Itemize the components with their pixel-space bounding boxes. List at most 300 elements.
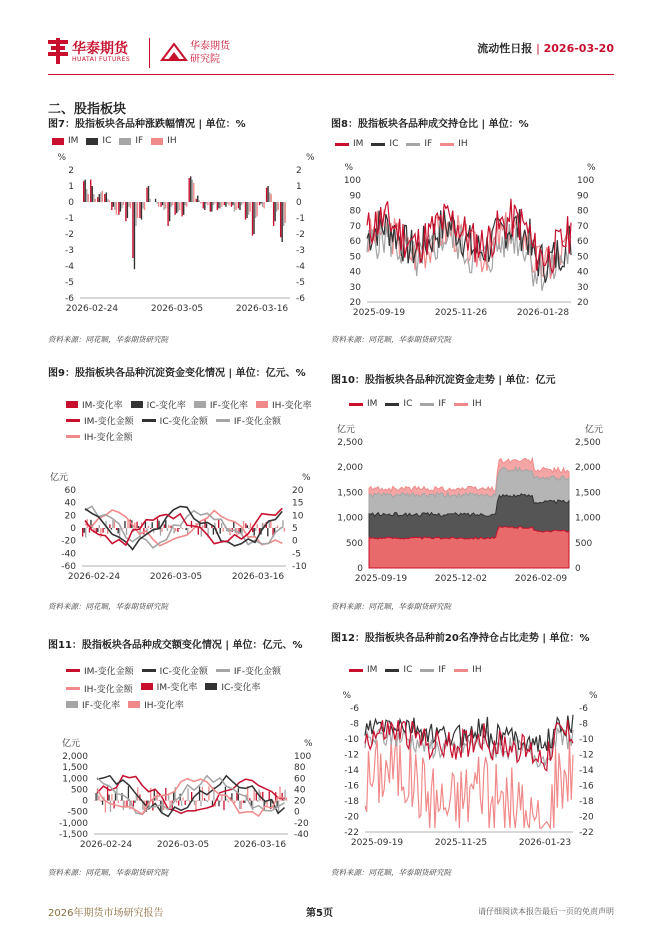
bar-IC [118,528,119,533]
bar-IC [113,202,114,207]
bar-IF [86,189,87,202]
institute-name: 华泰期货 研究院 [190,41,230,65]
y-tick-label: 500 [70,785,88,796]
y-tick-label: -1,500 [58,830,88,840]
fig9-title: 图9：股指板块各品种沉淀资金变化情况 | 单位：亿元、% [48,368,306,379]
bar-IH [161,528,162,532]
y-tick-label: 1,500 [62,763,88,774]
x-tick-label: 2026-03-16 [233,840,287,850]
bar-IC [92,186,93,202]
bar-IM [83,181,84,202]
bar-IM [252,202,253,236]
bar-IF [187,788,188,800]
bar-IC [85,180,86,202]
legend-item: IF-变化金额 [216,412,281,428]
y-tick-label-right: 500 [575,538,593,549]
y-tick-label-right: 30 [577,282,589,293]
y-tick-label-right: -16 [579,781,594,792]
footer-report-name: 2026年期货市场研究报告 [48,908,164,919]
bar-IF [262,202,263,207]
y-tick-label: -16 [344,781,359,792]
bar-IC [220,528,221,534]
y-tick-label: -20 [344,812,359,823]
y-tick-label: -1,000 [58,818,88,829]
bar-IM [178,801,179,806]
fig11-source: 资料来源：同花顺，华泰期货研究院 [48,868,168,877]
y-tick-label: 60 [64,486,76,496]
bar-IM [125,202,126,221]
y-tick-label: -500 [67,807,88,818]
bar-IF [284,790,285,801]
x-tick-label: 2026-02-24 [67,572,121,582]
bar-IC [99,194,100,202]
bar-IF [173,528,174,534]
y-tick-label: -6 [350,704,359,714]
bar-IF [207,801,208,802]
bar-IH [234,801,235,804]
header-rule [48,74,614,75]
y-tick-label-right: -6 [579,704,588,714]
bar-IM [210,202,211,212]
bar-IM [157,519,158,528]
bar-IC [281,202,282,242]
bar-IF [255,528,256,531]
bar-IM [198,528,199,535]
bar-IH [150,788,151,801]
y-tick-label-right: 100 [577,176,595,186]
y-tick-label-right: -6 [296,294,305,304]
bar-IM [181,202,182,216]
bar-IF [206,202,207,204]
y-tick-label-right: 1,500 [575,488,601,499]
bar-IM [100,801,101,802]
bar-IM [191,521,192,528]
y-tick-label-right: 20 [292,486,304,496]
y-tick-label: -4 [65,262,74,272]
legend-item: IM [52,133,78,149]
bar-IC [176,202,177,213]
fig9-chart [48,462,320,586]
bar-IC [274,202,275,221]
y-tick-label: -40 [61,549,76,560]
bar-IH [88,194,89,202]
bar-IH [202,525,203,528]
x-tick-label: 2026-03-05 [150,304,204,314]
bar-IF [248,202,249,215]
bar-IM [217,202,218,210]
x-tick-label: 2025-11-26 [434,308,488,318]
bar-IM [139,202,140,218]
bar-IH [235,202,236,210]
bar-IF [192,180,193,202]
legend-item: IM-变化率 [141,678,198,694]
bar-IH [228,801,229,803]
bar-IM [245,202,246,220]
bar-IH [254,790,255,801]
fig10-title: 图10：股指板块各品种沉淀资金走势 | 单位：亿元 [331,375,556,386]
bar-IF [167,528,168,531]
bar-IH [270,521,271,528]
bar-IC [124,521,125,528]
bar-IM [280,202,281,237]
y-tick-label: -10 [344,735,359,745]
y-tick-label: 30 [349,282,361,293]
bar-IF [149,199,150,202]
y-tick-label-right: -14 [579,766,594,776]
x-tick-label: 2026-02-24 [79,840,133,850]
bar-IM [177,528,178,532]
y-tick-label: 0 [68,198,74,208]
bar-IF [213,202,214,205]
y-tick-label: -5 [65,278,74,288]
bar-IH [207,202,208,205]
legend-item: IF-变化率 [66,696,120,712]
legend-item: IM-变化率 [66,396,123,412]
bar-IH [123,202,124,205]
bar-IH [98,796,99,801]
bar-IF [110,801,111,813]
bar-IC [158,521,159,528]
bar-IC [179,528,180,529]
header-divider [149,38,150,68]
x-tick-label: 2025-09-19 [354,574,408,584]
fig11-legend [66,662,326,712]
bar-IF [163,202,164,210]
bar-IM [203,202,204,208]
bar-IH [270,194,271,202]
bar-IM [196,199,197,202]
y-tick-label-right: 0 [296,198,302,208]
legend-item: IH [454,396,481,412]
y-tick-label-right: -3 [296,246,305,256]
legend-item: IF [420,662,446,678]
legend-item: IM [335,136,363,152]
legend-item: IC-变化金额 [142,662,208,678]
fig8-source: 资料来源：同花顺，华泰期货研究院 [331,335,451,344]
bar-IF [170,202,171,207]
fig7-source: 资料来源：同花顺，华泰期货研究院 [48,335,168,344]
bar-IC [253,202,254,234]
y-tick-label-right: -40 [294,830,309,840]
legend-item: IH [151,133,176,149]
bar-IC [192,801,193,802]
bar-IH [144,202,145,210]
bar-IH [102,191,103,202]
bar-IC [111,528,112,530]
bar-IF [283,202,284,226]
bar-IM [249,798,250,800]
bar-IF [178,202,179,212]
bar-IH [243,521,244,528]
bar-IM [109,524,110,528]
bar-IF [107,199,108,202]
bar-IH [111,794,112,800]
bar-IM [102,528,103,533]
bar-IM [282,793,283,801]
bar-IC [232,202,233,205]
y-tick-label: 1 [68,182,74,192]
y-tick-label: -2 [65,230,74,240]
y-tick-label-right: -2 [296,230,305,240]
x-tick-label: 2026-03-16 [231,572,285,582]
bar-IH [182,797,183,800]
y-tick-label: 70 [349,221,361,232]
bar-IH [228,202,229,205]
y-tick-label-right: 50 [577,252,589,263]
bar-IC [246,202,247,218]
bar-IF [275,527,276,528]
bar-IC [108,795,109,801]
bar-IF [185,202,186,205]
legend-item: IM-变化金额 [66,412,134,428]
y-tick-label-right: 60 [294,774,306,785]
bar-IH [114,521,115,528]
y-tick-label-right: 2 [296,166,302,176]
bar-IM [266,188,267,202]
legend-item: IC-变化率 [205,678,260,694]
bar-IC [134,202,135,269]
bar-IM [243,801,244,803]
y-tick-label: 0 [70,524,76,534]
bar-IC [267,528,268,536]
y-tick-label-right: 2,000 [575,463,601,474]
bar-IM [116,528,117,530]
bar-IF [162,801,163,813]
legend-item: IH-变化金额 [66,428,133,444]
bar-IC [212,801,213,806]
y-tick-label-right: -5 [296,278,305,288]
y-tick-label-right: -10 [579,735,594,745]
bar-IF [93,194,94,202]
bar-IM [132,202,133,258]
y-tick-label: -3 [65,246,74,256]
y-tick-label: -18 [344,797,359,807]
y-tick-label-right: 70 [577,221,589,232]
legend-item: IC-变化金额 [142,412,208,428]
y-axis-unit-right: % [589,691,598,701]
y-tick-label: 1,000 [62,774,88,785]
x-tick-label: 2025-12-02 [434,574,488,584]
y-tick-label-right: 80 [577,206,589,217]
y-tick-label-right: -5 [292,549,301,560]
bar-IC [120,202,121,212]
y-axis-unit: 亿元 [49,473,68,483]
y-tick-label-right: -20 [579,812,594,823]
bar-IF [220,801,221,802]
y-tick-label-right: 2,500 [575,438,601,448]
bar-IH [165,202,166,208]
bar-IM [256,793,257,801]
y-tick-label: 2,000 [62,752,88,762]
legend-item: IC-变化率 [131,396,186,412]
y-axis-unit-right: % [587,163,596,173]
bar-IC [102,801,103,805]
bar-IM [104,194,105,202]
bar-IH [250,523,251,528]
bar-IH [286,797,287,800]
y-tick-label: 2,500 [337,438,363,448]
bar-IH [186,202,187,207]
bar-IH [100,528,101,537]
y-tick-label: -6 [65,294,74,304]
y-tick-label: 2,000 [337,463,363,474]
bar-IF [269,192,270,202]
y-tick-label: -60 [61,562,76,572]
y-axis-unit-right: % [304,739,313,749]
fig10-chart [331,414,613,586]
x-tick-label: 2025-09-19 [350,838,404,848]
fig11-title: 图11：股指板块各品种成交额变化情况 | 单位：亿元、% [48,640,303,651]
bar-IC [225,787,226,801]
bar-IM [174,202,175,215]
bar-IC [225,202,226,207]
bar-IC [204,202,205,210]
fig10-legend [349,396,490,412]
bar-IH [176,801,177,803]
y-tick-label: 20 [64,511,76,522]
bar-IF [200,801,201,806]
bar-IF [226,799,227,801]
bar-IF [194,801,195,805]
x-tick-label: 2026-01-28 [516,308,570,318]
bar-IC [247,525,248,528]
y-tick-label: 1,500 [337,488,363,499]
bar-IH [277,526,278,528]
bar-IC [127,202,128,218]
page-number: 第5页 [306,908,333,919]
bar-IM [185,801,186,805]
y-tick-label: -14 [344,766,359,776]
bar-IM [273,202,274,226]
bar-IC [244,801,245,803]
bar-IM [118,202,119,215]
bar-IC [254,528,255,536]
legend-item: IF [420,396,446,412]
bar-IF [241,202,242,205]
bar-IH [137,787,138,800]
bar-IM [164,524,165,528]
bar-IF [142,202,143,208]
bar-IC [152,522,153,528]
bar-IC [155,199,156,202]
bar-IH [168,525,169,528]
bar-IH [278,202,279,210]
bar-IC [206,524,207,528]
y-axis-unit: 亿元 [61,739,80,749]
bar-IH [249,202,250,212]
bar-IM [224,202,225,205]
fig8-chart [331,150,613,322]
bar-IC [218,202,219,208]
bar-IF [276,202,277,212]
y-tick-label: -22 [344,828,359,838]
legend-item: IM [349,662,377,678]
legend-item: IF-变化金额 [216,662,281,678]
bar-IF [112,520,113,528]
bar-IF [248,528,249,529]
y-tick-label-right: 20 [294,796,306,807]
bar-IH [221,202,222,207]
bar-IF [128,202,129,207]
bar-IM [204,798,205,800]
y-tick-label: -20 [61,536,76,547]
bar-IC [257,801,258,802]
bar-IM [82,528,83,537]
bar-IC [97,528,98,532]
y-tick-label: 0 [357,564,363,574]
bar-IF [221,523,222,528]
legend-item: IC [86,133,111,149]
bar-IC [197,196,198,202]
legend-item: IF-变化率 [194,396,248,412]
section-title: 二、股指板块 [48,102,127,117]
legend-item: IH-变化金额 [66,680,133,696]
bar-IH [105,801,106,813]
y-axis-unit: % [57,153,66,163]
brand-name: 华泰期货 [72,41,128,57]
x-tick-label: 2026-01-23 [518,838,572,848]
legend-item: IF [119,133,143,149]
bar-IM [90,180,91,202]
bar-IM [189,178,190,202]
fig10-source: 资料来源：同花顺，华泰期货研究院 [331,602,451,611]
y-tick-label-right: 20 [577,298,589,308]
x-tick-label: 2025-09-19 [352,308,406,318]
bar-IH [256,202,257,216]
bar-IH [116,202,117,215]
bar-IC [165,520,166,528]
legend-item: IM [349,396,377,412]
bar-IM [150,528,151,529]
y-tick-label: -8 [350,719,359,730]
bar-IM [97,197,98,202]
bar-IH [137,202,138,218]
bar-IF [99,525,100,528]
y-tick-label-right: 1,000 [575,513,601,524]
bar-IC [138,526,139,528]
legend-item: IF [406,136,432,152]
bar-IF [114,202,115,210]
fig8-title: 图8：股指板块各品种成交持仓比 | 单位：% [331,119,529,130]
y-axis-unit: % [342,691,351,701]
y-tick-label-right: 5 [292,524,298,534]
x-tick-label: 2026-03-05 [149,572,203,582]
bar-IC [134,801,135,803]
y-tick-label: -1 [65,214,74,224]
y-tick-label-right: 0 [294,807,300,818]
bar-IH [202,787,203,801]
bar-IM [269,791,270,800]
y-tick-label-right: 0 [292,536,298,547]
y-tick-label-right: 0 [575,564,581,574]
fig12-chart [331,678,613,854]
y-tick-label-right: 100 [294,752,312,762]
bar-IM [111,202,112,210]
y-axis-unit: % [344,163,353,173]
bar-IF [156,202,157,204]
fig7-title: 图7：股指板块各品种涨跌幅情况 | 单位：% [48,119,246,130]
fig9-legend [66,396,326,444]
report-header: 流动性日报 | 2026-03-20 [477,42,614,55]
y-tick-label-right: -20 [294,818,309,829]
bar-IC [106,192,107,202]
bar-IC [211,202,212,212]
bar-IH [263,202,264,208]
bar-IC [186,528,187,530]
x-tick-label: 2026-03-05 [156,840,210,850]
bar-IM [223,801,224,811]
bar-IF [255,202,256,218]
